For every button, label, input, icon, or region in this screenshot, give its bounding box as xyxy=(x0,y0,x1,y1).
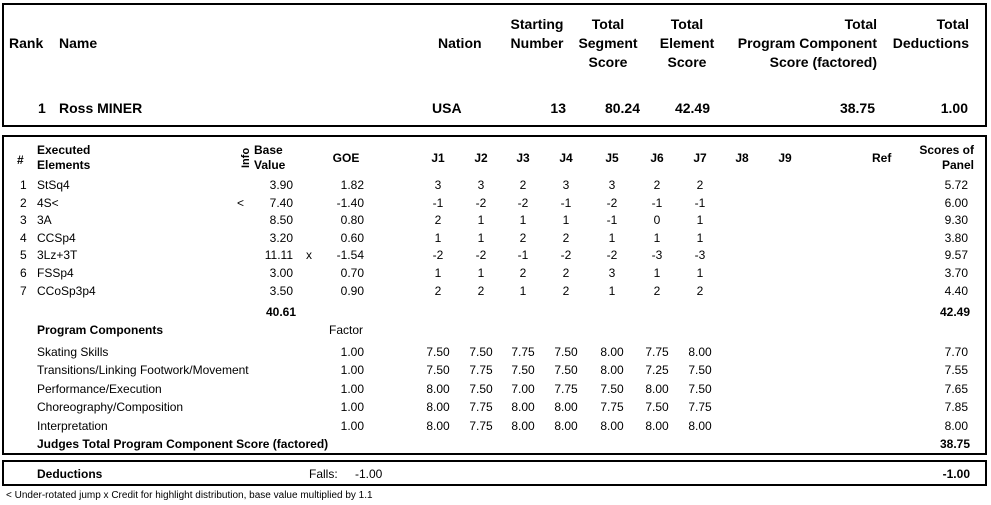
element-panel-score: 9.30 xyxy=(944,213,968,227)
component-judge-score: 8.00 xyxy=(645,382,669,396)
athlete-starting-number: 13 xyxy=(550,100,566,116)
element-name: CCoSp3p4 xyxy=(37,284,96,298)
element-judge-score: 1 xyxy=(608,231,616,245)
element-num: 5 xyxy=(20,248,27,262)
component-factor: 1.00 xyxy=(340,363,364,377)
element-panel-score: 3.70 xyxy=(944,266,968,280)
element-panel-score: 4.40 xyxy=(944,284,968,298)
element-judge-score: 3 xyxy=(608,266,616,280)
deductions-label: Deductions xyxy=(37,467,103,481)
element-panel-score: 6.00 xyxy=(944,196,968,210)
element-goe: 1.82 xyxy=(340,178,364,192)
element-judge-score: 0 xyxy=(653,213,661,227)
col-base-value: Base Value xyxy=(254,143,286,172)
element-judge-score: 2 xyxy=(696,284,704,298)
element-judge-score: -1 xyxy=(606,213,618,227)
header-tes: Total Element Score xyxy=(659,16,715,70)
judge-header-5: J5 xyxy=(605,151,619,165)
component-name: Skating Skills xyxy=(37,345,109,359)
component-judge-score: 8.00 xyxy=(645,419,669,433)
element-judge-score: -1 xyxy=(517,248,529,262)
element-judge-score: 1 xyxy=(477,231,485,245)
component-judge-score: 7.50 xyxy=(426,345,450,359)
element-judge-score: 3 xyxy=(562,178,570,192)
component-judge-score: 7.75 xyxy=(554,382,578,396)
element-judge-score: -1 xyxy=(651,196,663,210)
factor-label: Factor xyxy=(329,323,364,337)
element-judge-score: 1 xyxy=(608,284,616,298)
component-judge-score: 7.75 xyxy=(469,400,493,414)
judge-header-3: J3 xyxy=(516,151,530,165)
element-judge-score: 2 xyxy=(519,266,527,280)
element-judge-score: 2 xyxy=(653,178,661,192)
component-name: Performance/Execution xyxy=(37,382,162,396)
component-panel-score: 8.00 xyxy=(944,419,968,433)
header-name: Name xyxy=(59,35,98,51)
element-judge-score: 2 xyxy=(562,266,570,280)
header-deductions: Total Deductions xyxy=(892,16,969,51)
footnote: < Under-rotated jump x Credit for highlight distribution, base value multiplied by 1.1 xyxy=(6,490,373,501)
element-credit-flag: x xyxy=(306,248,312,262)
pcs-total-value: 38.75 xyxy=(939,437,970,451)
element-judge-score: 1 xyxy=(434,231,442,245)
component-judge-score: 7.75 xyxy=(469,363,493,377)
element-judge-score: -2 xyxy=(606,248,618,262)
component-judge-score: 7.50 xyxy=(688,363,712,377)
element-base-value: 11.11 xyxy=(264,248,293,262)
header-nation: Nation xyxy=(438,35,482,51)
element-goe: 0.70 xyxy=(340,266,364,280)
component-judge-score: 7.50 xyxy=(600,382,624,396)
element-judge-score: 1 xyxy=(519,284,527,298)
element-judge-score: 1 xyxy=(653,266,661,280)
element-judge-score: -1 xyxy=(560,196,572,210)
header-starting-number: Starting Number xyxy=(510,16,564,51)
element-num: 3 xyxy=(20,213,27,227)
element-judge-score: 2 xyxy=(562,231,570,245)
component-judge-score: 8.00 xyxy=(688,345,712,359)
element-judge-score: 3 xyxy=(477,178,485,192)
col-num: # xyxy=(17,153,24,167)
component-factor: 1.00 xyxy=(340,345,364,359)
component-panel-score: 7.55 xyxy=(944,363,968,377)
element-judge-score: -2 xyxy=(432,248,444,262)
element-goe: -1.40 xyxy=(336,196,364,210)
athlete-name: Ross MINER xyxy=(59,100,143,116)
component-judge-score: 7.75 xyxy=(511,345,535,359)
component-judge-score: 8.00 xyxy=(554,400,578,414)
element-judge-score: 1 xyxy=(696,266,704,280)
element-judge-score: 1 xyxy=(477,266,485,280)
component-panel-score: 7.85 xyxy=(944,400,968,414)
element-base-value: 7.40 xyxy=(269,196,293,210)
component-judge-score: 7.00 xyxy=(511,382,535,396)
judge-header-9: J9 xyxy=(778,151,792,165)
component-judge-score: 8.00 xyxy=(554,419,578,433)
element-base-value: 3.00 xyxy=(269,266,293,280)
element-info: < xyxy=(237,196,245,210)
col-goe: GOE xyxy=(332,151,360,165)
base-value-total: 40.61 xyxy=(265,305,296,319)
element-name: CCSp4 xyxy=(37,231,76,245)
element-judge-score: 2 xyxy=(434,213,442,227)
element-judge-score: 1 xyxy=(519,213,527,227)
falls-label: Falls: xyxy=(309,467,338,481)
element-judge-score: -2 xyxy=(560,248,572,262)
component-judge-score: 7.50 xyxy=(688,382,712,396)
element-judge-score: 1 xyxy=(434,266,442,280)
component-judge-score: 7.75 xyxy=(600,400,624,414)
col-scores-of-panel: Scores of Panel xyxy=(919,143,974,172)
component-judge-score: 7.50 xyxy=(469,382,493,396)
athlete-deductions: 1.00 xyxy=(940,100,968,116)
component-judge-score: 8.00 xyxy=(511,400,535,414)
program-components-label: Program Components xyxy=(37,323,164,337)
component-judge-score: 7.75 xyxy=(645,345,669,359)
element-num: 1 xyxy=(20,178,27,192)
component-panel-score: 7.70 xyxy=(944,345,968,359)
element-name: 3Lz+3T xyxy=(37,248,78,262)
element-name: 4S< xyxy=(37,196,59,210)
judge-header-8: J8 xyxy=(735,151,749,165)
component-judge-score: 8.00 xyxy=(600,363,624,377)
element-judge-score: 2 xyxy=(434,284,442,298)
component-judge-score: 8.00 xyxy=(426,400,450,414)
element-goe: 0.60 xyxy=(340,231,364,245)
col-executed-elements: Executed Elements xyxy=(37,143,91,172)
element-num: 2 xyxy=(20,196,27,210)
component-factor: 1.00 xyxy=(340,419,364,433)
element-judge-score: 1 xyxy=(696,231,704,245)
pcs-total-label: Judges Total Program Component Score (factored) xyxy=(37,437,329,451)
athlete-nation: USA xyxy=(432,100,462,116)
element-panel-score: 9.57 xyxy=(944,248,968,262)
element-judge-score: 1 xyxy=(696,213,704,227)
element-name: 3A xyxy=(37,213,52,227)
judge-header-2: J2 xyxy=(474,151,488,165)
element-goe: 0.80 xyxy=(340,213,364,227)
component-judge-score: 8.00 xyxy=(600,345,624,359)
component-judge-score: 8.00 xyxy=(600,419,624,433)
component-judge-score: 7.50 xyxy=(554,345,578,359)
component-judge-score: 7.50 xyxy=(554,363,578,377)
element-num: 4 xyxy=(20,231,27,245)
athlete-rank: 1 xyxy=(38,100,46,116)
component-judge-score: 7.50 xyxy=(469,345,493,359)
component-name: Transitions/Linking Footwork/Movement xyxy=(37,363,249,377)
element-judge-score: -2 xyxy=(475,196,487,210)
header-tss: Total Segment Score xyxy=(578,16,638,70)
element-judge-score: 2 xyxy=(696,178,704,192)
element-judge-score: 2 xyxy=(519,231,527,245)
element-judge-score: 2 xyxy=(519,178,527,192)
element-judge-score: -1 xyxy=(432,196,444,210)
athlete-tss: 80.24 xyxy=(604,100,640,116)
element-base-value: 3.50 xyxy=(269,284,293,298)
component-factor: 1.00 xyxy=(340,382,364,396)
element-base-value: 3.20 xyxy=(269,231,293,245)
element-goe: 0.90 xyxy=(340,284,364,298)
falls-value: -1.00 xyxy=(355,467,383,481)
element-num: 6 xyxy=(20,266,27,280)
element-judge-score: -2 xyxy=(475,248,487,262)
deductions-total: -1.00 xyxy=(942,467,970,481)
judge-header-7: J7 xyxy=(693,151,707,165)
element-base-value: 3.90 xyxy=(269,178,293,192)
element-judge-score: -3 xyxy=(651,248,663,262)
element-judge-score: 3 xyxy=(608,178,616,192)
element-name: FSSp4 xyxy=(37,266,74,280)
component-judge-score: 8.00 xyxy=(426,382,450,396)
element-judge-score: 1 xyxy=(477,213,485,227)
col-ref: Ref xyxy=(872,151,892,165)
component-judge-score: 7.25 xyxy=(645,363,669,377)
element-score-total: 42.49 xyxy=(939,305,970,319)
component-judge-score: 7.50 xyxy=(511,363,535,377)
element-judge-score: -2 xyxy=(517,196,529,210)
athlete-pcs: 38.75 xyxy=(839,100,875,116)
component-judge-score: 7.50 xyxy=(645,400,669,414)
component-judge-score: 7.50 xyxy=(426,363,450,377)
element-judge-score: -3 xyxy=(694,248,706,262)
header-pcs: Total Program Component Score (factored) xyxy=(737,16,877,70)
element-judge-score: 3 xyxy=(434,178,442,192)
component-factor: 1.00 xyxy=(340,400,364,414)
component-panel-score: 7.65 xyxy=(944,382,968,396)
element-panel-score: 3.80 xyxy=(944,231,968,245)
header-rank: Rank xyxy=(9,35,44,51)
component-name: Choreography/Composition xyxy=(37,400,184,414)
component-name: Interpretation xyxy=(37,419,108,433)
element-num: 7 xyxy=(20,284,27,298)
element-name: StSq4 xyxy=(37,178,70,192)
judge-header-6: J6 xyxy=(650,151,664,165)
component-judge-score: 7.75 xyxy=(688,400,712,414)
element-judge-score: 2 xyxy=(653,284,661,298)
judge-header-1: J1 xyxy=(431,151,445,165)
element-judge-score: 1 xyxy=(653,231,661,245)
element-judge-score: 2 xyxy=(477,284,485,298)
deductions-panel xyxy=(2,460,987,486)
component-judge-score: 8.00 xyxy=(688,419,712,433)
element-base-value: 8.50 xyxy=(269,213,293,227)
judge-header-4: J4 xyxy=(559,151,573,165)
element-judge-score: -2 xyxy=(606,196,618,210)
component-judge-score: 8.00 xyxy=(426,419,450,433)
component-judge-score: 7.75 xyxy=(469,419,493,433)
element-panel-score: 5.72 xyxy=(944,178,968,192)
element-judge-score: 1 xyxy=(562,213,570,227)
component-judge-score: 8.00 xyxy=(511,419,535,433)
col-info: Info xyxy=(240,147,252,168)
athlete-tes: 42.49 xyxy=(674,100,710,116)
element-goe: -1.54 xyxy=(336,248,364,262)
element-judge-score: -1 xyxy=(694,196,706,210)
element-judge-score: 2 xyxy=(562,284,570,298)
